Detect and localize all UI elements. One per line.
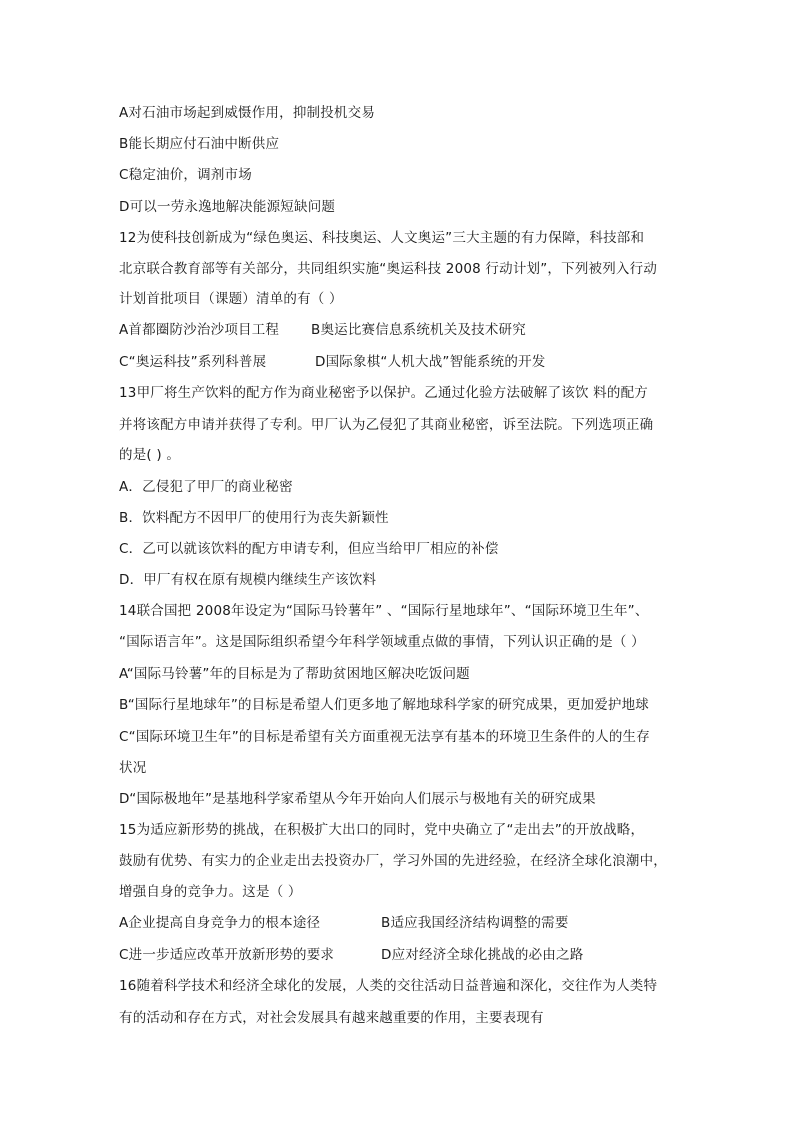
q15-stem-line3: 增强自身的竞争力。这是（ ） [119, 884, 302, 900]
q12-stem-line3: 计划首批项目（课题）清单的有（ ） [119, 291, 343, 307]
q15-stem-line1: 15为适应新形势的挑战，在积极扩大出口的同时，党中央确立了“走出去”的开放战略， [119, 822, 645, 838]
q14-option-c-line2: 状况 [119, 760, 147, 776]
q14-option-c-line1: C“国际环境卫生年”的目标是希望有关方面重视无法享有基本的环境卫生条件的人的生存 [119, 729, 650, 745]
q15-options-row1 [119, 914, 569, 932]
q13-option-d: D．甲厂有权在原有规模内继续生产该饮料 [119, 572, 377, 588]
q12-option-c: C“奥运科技”系列科普展 [119, 354, 267, 370]
q12-options-row1 [119, 321, 526, 339]
q11-option-c: C稳定油价，调剂市场 [119, 167, 252, 183]
q15-option-d: D应对经济全球化挑战的必由之路 [381, 947, 584, 963]
q14-stem-line2: “国际语言年”。这是国际组织希望今年科学领域重点做的事情，下列认识正确的是（ ） [119, 634, 645, 650]
q13-option-b: B．饮料配方不因甲厂的使用行为丧失新颖性 [119, 510, 389, 526]
q14-option-d: D“国际极地年”是基地科学家希望从今年开始向人们展示与极地有关的研究成果 [119, 791, 596, 807]
q15-option-c: C进一步适应改革开放新形势的要求 [119, 947, 335, 963]
q15-option-a: A企业提高自身竞争力的根本途径 [119, 915, 321, 931]
q14-option-a: A“国际马铃薯”年的目标是为了帮助贫困地区解决吃饭问题 [119, 666, 470, 682]
q12-option-b: B奥运比赛信息系统机关及技术研究 [311, 322, 526, 338]
q12-options-row2 [119, 353, 546, 371]
q13-stem-line1: 13甲厂将生产饮料的配方作为商业秘密予以保护。乙通过化验方法破解了该饮 料的配方 [119, 385, 648, 401]
q11-option-b: B能长期应付石油中断供应 [119, 136, 280, 152]
q12-option-d: D国际象棋“人机大战”智能系统的开发 [315, 354, 546, 370]
q15-options-row2 [119, 946, 584, 964]
q16-stem-line2: 有的活动和存在方式，对社会发展具有越来越重要的作用，主要表现有 [119, 1010, 544, 1026]
q13-stem-line2: 并将该配方申请并获得了专利。甲厂认为乙侵犯了其商业秘密，诉至法院。下列选项正确 [119, 417, 654, 433]
q13-option-c: C．乙可以就该饮料的配方申请专利，但应当给甲厂相应的补偿 [119, 541, 499, 557]
q16-stem-line1: 16随着科学技术和经济全球化的发展，人类的交往活动日益普遍和深化，交往作为人类特 [119, 978, 658, 994]
q13-option-a: A．乙侵犯了甲厂的商业秘密 [119, 479, 293, 495]
q12-stem-line1: 12为使科技创新成为“绿色奥运、科技奥运、人文奥运”三大主题的有力保障，科技部和 [119, 230, 645, 246]
q11-option-d: D可以一劳永逸地解决能源短缺问题 [119, 199, 336, 215]
q12-option-a: A首都圈防沙治沙项目工程 [119, 322, 280, 338]
q11-option-a: A对石油市场起到威慑作用，抑制投机交易 [119, 105, 376, 121]
q15-option-b: B适应我国经济结构调整的需要 [381, 915, 569, 931]
q14-option-b: B“国际行星地球年”的目标是希望人们更多地了解地球科学家的研究成果，更加爱护地球 [119, 697, 650, 713]
q15-stem-line2: 鼓励有优势、有实力的企业走出去投资办厂，学习外国的先进经验，在经济全球化浪潮中， [119, 853, 667, 869]
q13-stem-line3: 的是( ) 。 [119, 447, 181, 463]
q12-stem-line2: 北京联合教育部等有关部分，共同组织实施“奥运科技 2008 行动计划”，下列被列入行动 [119, 261, 658, 277]
q14-stem-line1: 14联合国把 2008年设定为“国际马铃薯年” 、“国际行星地球年”、“国际环境卫生年”、 [119, 603, 649, 619]
